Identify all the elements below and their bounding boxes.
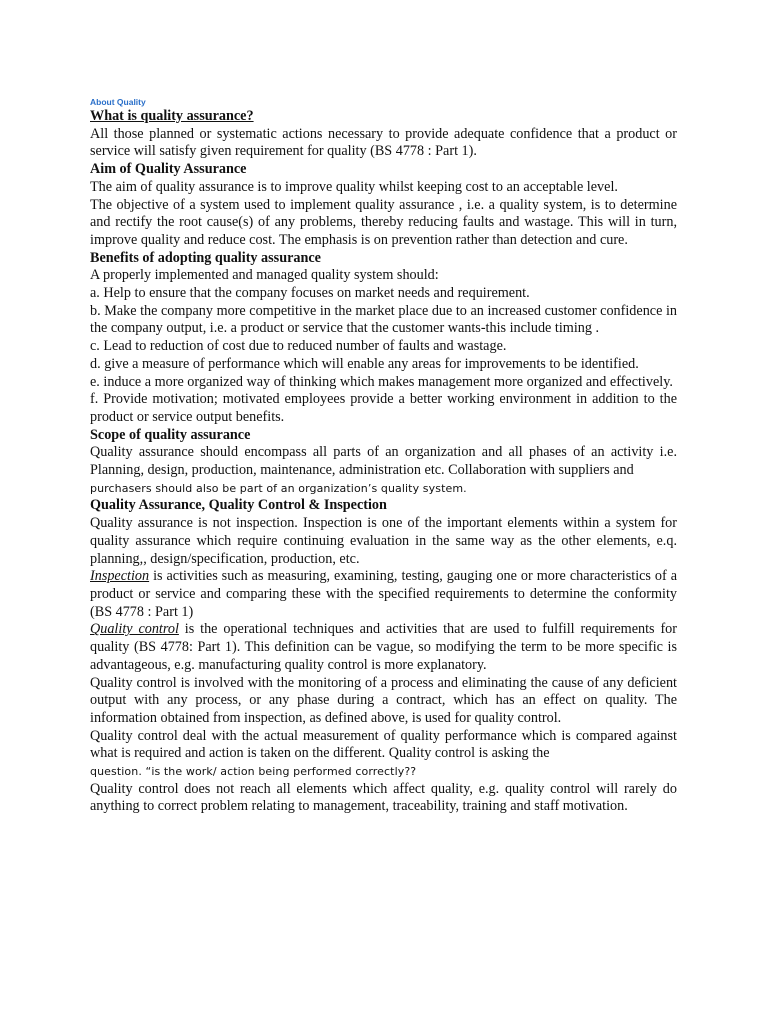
- heading-what-is-qa: What is quality assurance?: [90, 108, 254, 124]
- section-tag[interactable]: About Quality: [90, 97, 146, 107]
- paragraph-aim: The aim of quality assurance is to improve quality whilst keeping cost to an acceptable level.: [90, 178, 618, 195]
- list-item: a. Help to ensure that the company focuses on market needs and requirement.: [90, 285, 530, 302]
- term-quality-control: Quality control: [90, 621, 179, 638]
- document-page: [90, 96, 677, 816]
- paragraph-objective: The objective of a system used to implement quality assurance , i.e. a quality system, is to determine and rectify the root cause(s) of any problems, thereby reducing faults and wastage. This will in turn, improve quality and reduce cost. The emphasis is on prevention rather than detection and cure.: [90, 196, 677, 248]
- paragraph-qc-limits: Quality control does not reach all elements which affect quality, e.g. quality control will rarely do anything to correct problem relating to management, traceability, training and staff motivation.: [90, 780, 677, 815]
- paragraph-benefits-intro: A properly implemented and managed quality system should:: [90, 267, 439, 284]
- heading-qa-qc-inspection: Quality Assurance, Quality Control & Inspection: [90, 497, 387, 514]
- paragraph-qa-definition: All those planned or systematic actions necessary to provide adequate confidence that a product or service will satisfy given requirement for quality (BS 4778 : Part 1).: [90, 125, 677, 160]
- paragraph-qc-monitoring: Quality control is involved with the monitoring of a process and eliminating the cause of any deficient output with any process, or any phase during a contract, which has an effect on quality. The information obtained from inspection, as defined above, is used for quality control.: [90, 674, 677, 726]
- term-inspection: Inspection: [90, 568, 150, 585]
- list-item: c. Lead to reduction of cost due to reduced number of faults and wastage.: [90, 338, 507, 355]
- heading-benefits: Benefits of adopting quality assurance: [90, 249, 321, 266]
- paragraph-quality-control-definition: [90, 621, 677, 674]
- paragraph-qc-measurement: Quality control deal with the actual measurement of quality performance which is compared against what is required and action is taken on the different. Quality control is asking the: [90, 727, 677, 762]
- paragraph-qc-question: question. “is the work/ action being performed correctly??: [90, 765, 417, 779]
- list-item: d. give a measure of performance which will enable any areas for improvements to be identified.: [90, 355, 639, 372]
- paragraph-scope: Quality assurance should encompass all parts of an organization and all phases of an activity i.e. Planning, design, production, maintenance, administration etc. Collaboration with suppliers and: [90, 444, 677, 479]
- list-item: b. Make the company more competitive in the market place due to an increased customer confidence in the company output, i.e. a product or service that the customer wants-this include timing .: [90, 302, 677, 337]
- paragraph-qa-not-inspection: Quality assurance is not inspection. Inspection is one of the important elements within a system for quality assurance which require continuing evaluation in the same way as the other elements, e.q. planning,, design/specification, production, etc.: [90, 515, 677, 567]
- list-item: e. induce a more organized way of thinking which makes management more organized and effectively.: [90, 373, 673, 390]
- list-item: f. Provide motivation; motivated employees provide a better working environment in addition to the product or service output benefits.: [90, 391, 677, 425]
- quality-control-definition-text: is the operational techniques and activities that are used to fulfill requirements for quality (BS 4778: Part 1). This definition can be vague, so modifying the term to be more specific is advantageous, e.g. manufacturing quality control is more explanatory.: [90, 621, 678, 673]
- inspection-definition-text: is activities such as measuring, examining, testing, gauging one or more characteristics of a product or service and comparing these with the specified requirements to determine the conformity (BS 4778 : Part 1): [90, 568, 677, 620]
- heading-scope: Scope of quality assurance: [90, 426, 251, 443]
- paragraph-scope-tail: purchasers should also be part of an organization’s quality system.: [90, 481, 467, 495]
- heading-aim: Aim of Quality Assurance: [90, 161, 247, 178]
- paragraph-inspection-definition: [90, 568, 677, 621]
